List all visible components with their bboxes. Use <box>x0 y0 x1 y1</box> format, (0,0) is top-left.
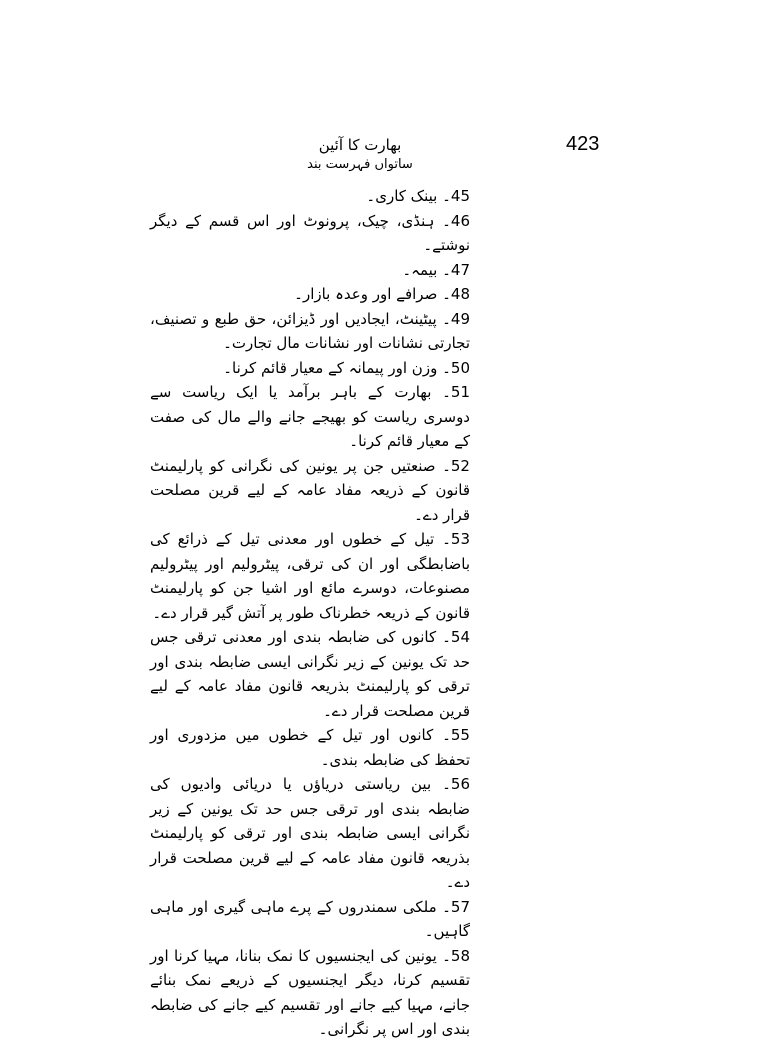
list-item-45 <box>150 184 470 209</box>
entry-number: 57۔ <box>442 897 470 916</box>
list-item-48 <box>150 282 470 307</box>
schedule-title: ساتواں فہرست بند <box>307 157 413 172</box>
page-number: 423 <box>566 133 600 155</box>
entry-text: کانوں کی ضابطہ بندی اور معدنی ترقی جس حد تک یونین کے زیر نگرانی ایسی ضابطہ بندی اور ترقی کو پارلیمنٹ بذریعہ قانون مفاد عامہ کے لیے قرین مصلحت قرار دے۔ <box>150 628 470 720</box>
entry-text: وزن اور پیمانہ کے معیار قائم کرنا۔ <box>223 358 438 377</box>
entry-text: بیمہ۔ <box>402 260 438 279</box>
page-header <box>250 134 470 174</box>
list-item-53 <box>150 527 470 625</box>
entry-number: 58۔ <box>442 946 470 965</box>
list-item-56 <box>150 772 470 895</box>
list-item-46 <box>150 209 470 258</box>
entry-number: 46۔ <box>442 211 470 230</box>
entry-number: 51۔ <box>442 383 470 401</box>
entry-number: 48۔ <box>442 285 470 303</box>
entry-number: 55۔ <box>442 726 470 744</box>
list-item-50 <box>150 356 470 381</box>
list-item-57 <box>150 895 470 944</box>
entry-number: 45۔ <box>442 187 470 205</box>
entry-number: 56۔ <box>442 775 470 793</box>
entry-text: بینک کاری۔ <box>366 187 438 205</box>
entry-number: 47۔ <box>442 260 470 279</box>
entry-number: 54۔ <box>442 628 470 646</box>
list-item-49 <box>150 307 470 356</box>
entry-number: 49۔ <box>442 309 470 328</box>
list-item-47 <box>150 258 470 283</box>
list-item-58 <box>150 944 470 1042</box>
entry-text: ہنڈی، چیک، پرونوٹ اور اس قسم کے دیگر نوشتے۔ <box>150 211 470 254</box>
list-item-51 <box>150 380 470 454</box>
entry-text: تیل کے خطوں اور معدنی تیل کے ذرائع کی باضابطگی اور ان کی ترقی، پیٹرولیم اور پیٹرولیم مصنوعات، دوسرے مائع اور اشیا جن کو پارلیمنٹ قانون کے ذریعہ خطرناک طور پر آتش گیر قرار دے۔ <box>150 530 470 622</box>
entry-text: ملکی سمندروں کے پرے ماہی گیری اور ماہی گاہیں۔ <box>150 897 470 940</box>
entry-number: 52۔ <box>442 456 470 475</box>
book-title: بھارت کا آئین <box>318 136 402 154</box>
entry-number: 50۔ <box>442 358 470 377</box>
list-entries <box>150 184 470 1042</box>
entry-text: بھارت کے باہر برآمد یا ایک ریاست سے دوسری ریاست کو بھیجے جانے والے مال کی صفت کے معیار قائم کرنا۔ <box>150 383 470 450</box>
entry-text: یونین کی ایجنسیوں کا نمک بنانا، مہیا کرنا اور تقسیم کرنا، دیگر ایجنسیوں کے ذریعے نمک بنائے جانے، مہیا کیے جانے اور تقسیم کیے جانے کی ضابطہ بندی اور اس پر نگرانی۔ <box>150 946 470 1038</box>
entry-text: بین ریاستی دریاؤں یا دریائی وادیوں کی ضابطہ بندی اور ترقی جس حد تک یونین کے زیر نگرانی ایسی ضابطہ بندی اور ترقی کو پارلیمنٹ بذریعہ قانون مفاد عامہ کے لیے قرین مصلحت قرار دے۔ <box>150 775 470 891</box>
list-item-54 <box>150 625 470 723</box>
list-item-52 <box>150 454 470 528</box>
entry-text: صنعتیں جن پر یونین کی نگرانی کو پارلیمنٹ قانون کے ذریعہ مفاد عامہ کے لیے قرین مصلحت قرار دے۔ <box>150 456 470 524</box>
list-item-55 <box>150 723 470 772</box>
entry-number: 53۔ <box>442 530 470 548</box>
entry-text: پیٹینٹ، ایجادیں اور ڈیزائن، حق طبع و تصنیف، تجارتی نشانات اور نشانات مال تجارت۔ <box>150 309 470 352</box>
entry-text: کانوں اور تیل کے خطوں میں مزدوری اور تحفظ کی ضابطہ بندی۔ <box>150 726 470 769</box>
entry-text: صرافے اور وعدہ بازار۔ <box>294 285 438 303</box>
